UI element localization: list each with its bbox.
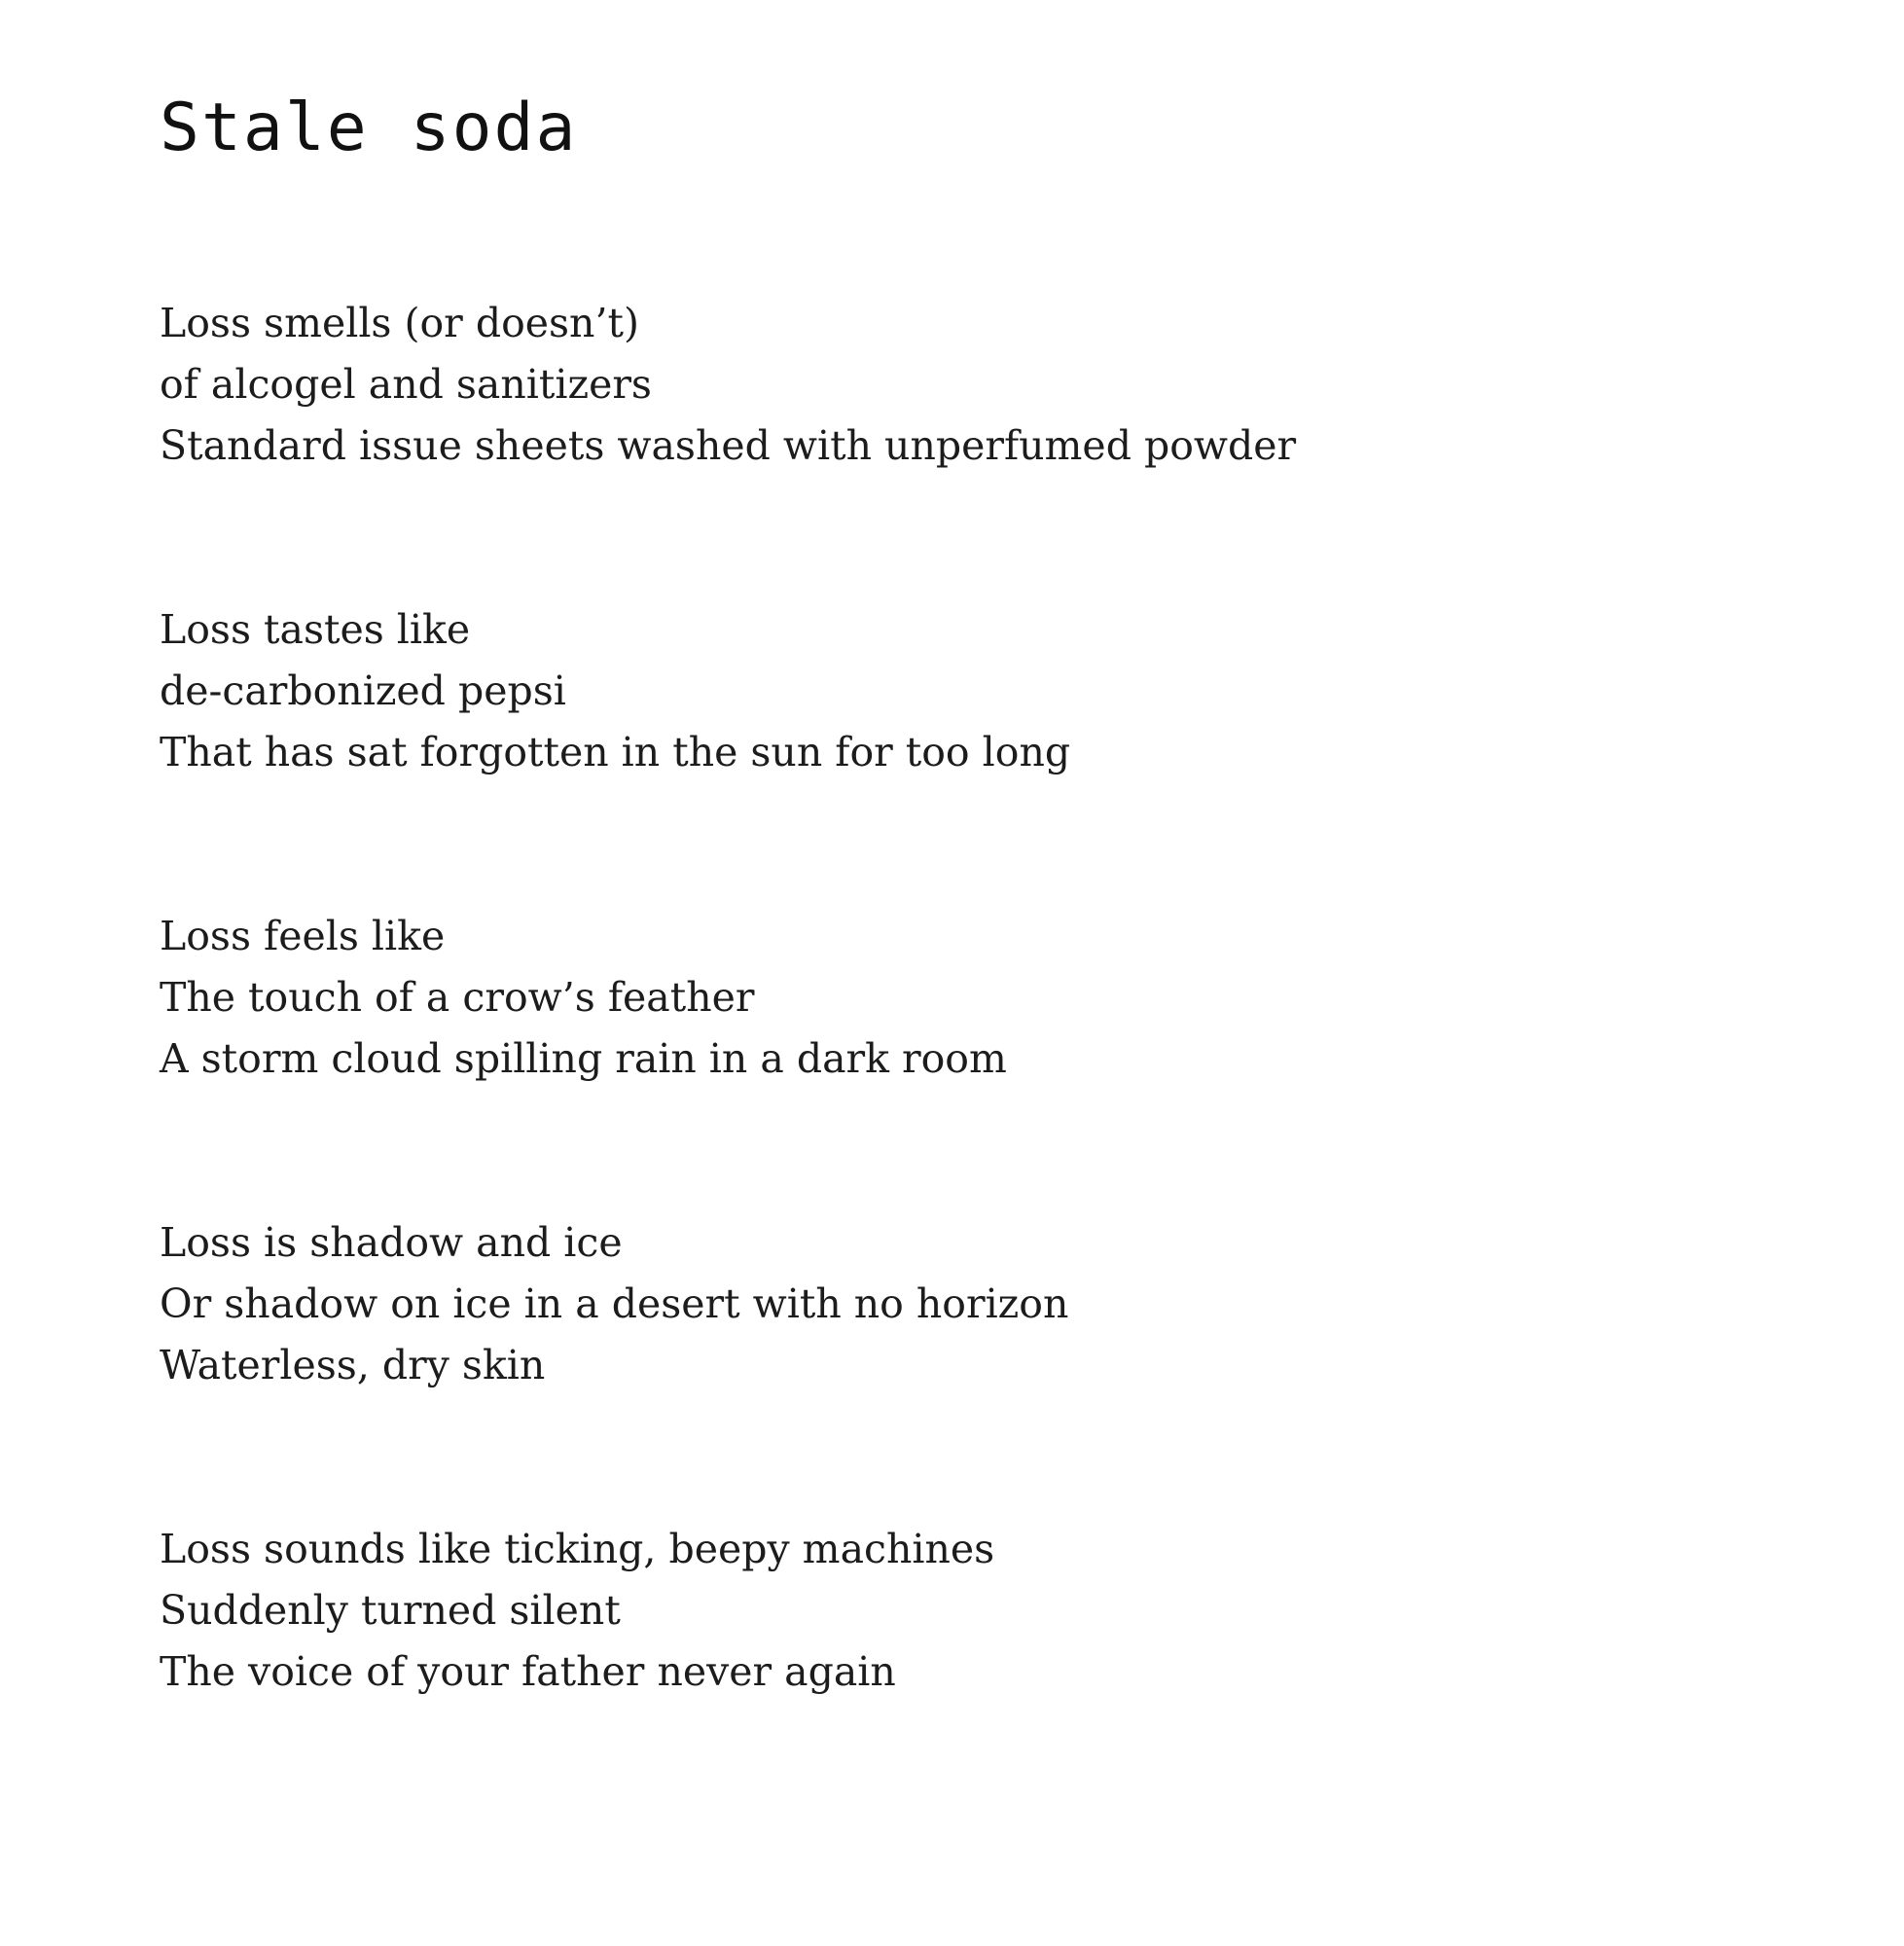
stanza-5 — [160, 1519, 1814, 1703]
poem-title: Stale soda — [160, 90, 578, 166]
poem-line: Waterless, dry skin — [160, 1342, 546, 1388]
poem-line: The touch of a crow’s feather — [160, 974, 755, 1021]
stanza-1 — [160, 293, 1814, 477]
poem-line: A storm cloud spilling rain in a dark room — [160, 1035, 1007, 1082]
poem-line: de-carbonized pepsi — [160, 667, 566, 714]
poem-line: The voice of your father never again — [160, 1648, 896, 1695]
poem-body — [160, 293, 1814, 1703]
poem-line: Loss is shadow and ice — [160, 1219, 623, 1266]
poem-line: Or shadow on ice in a desert with no horizon — [160, 1280, 1069, 1327]
poem-line: Suddenly turned silent — [160, 1587, 621, 1634]
poem-line: of alcogel and sanitizers — [160, 361, 652, 408]
stanza-4 — [160, 1212, 1814, 1396]
poem-line: Loss sounds like ticking, beepy machines — [160, 1526, 995, 1572]
poem-line: Standard issue sheets washed with unperfumed powder — [160, 422, 1297, 469]
stanza-3 — [160, 906, 1814, 1090]
poem-line: Loss tastes like — [160, 606, 471, 653]
stanza-2 — [160, 599, 1814, 783]
poem-line: Loss feels like — [160, 913, 446, 959]
poem-line: That has sat forgotten in the sun for too long — [160, 729, 1071, 775]
poem-line: Loss smells (or doesn’t) — [160, 300, 639, 346]
